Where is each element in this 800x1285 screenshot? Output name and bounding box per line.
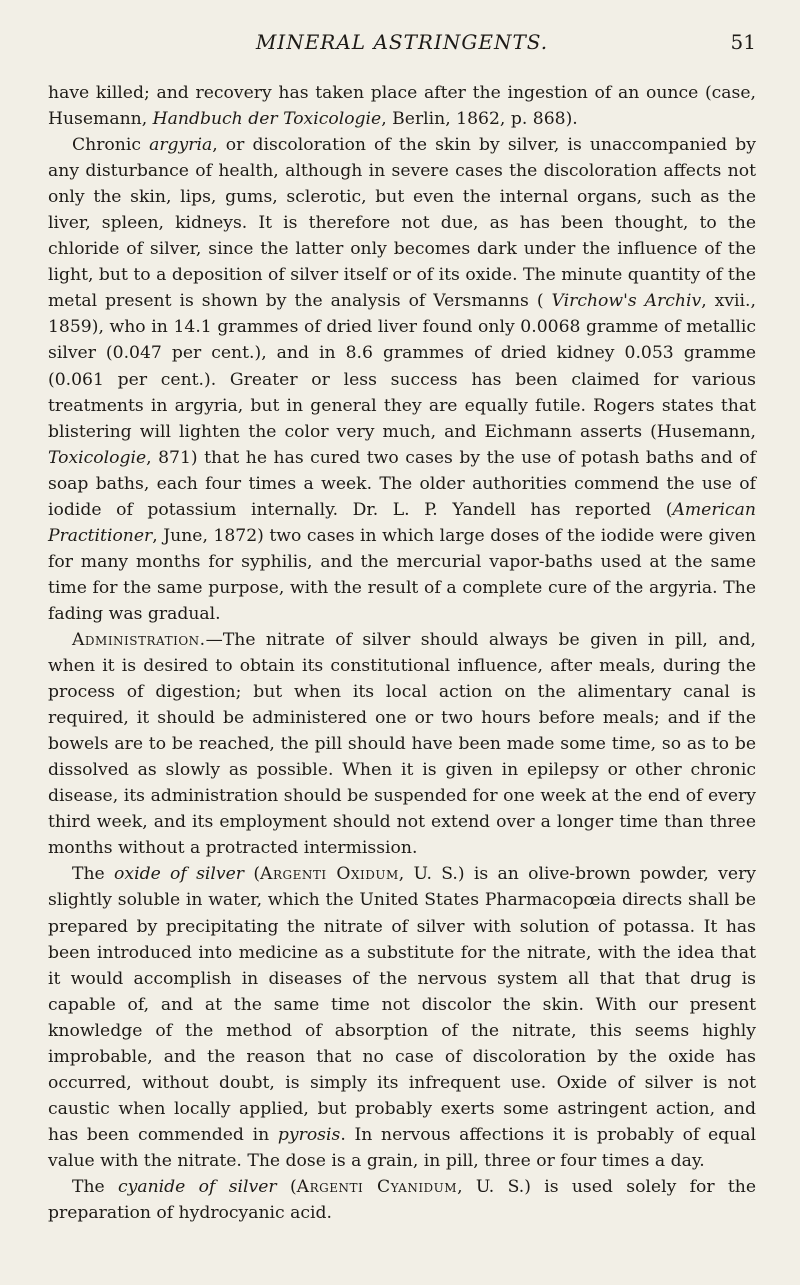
text-segment: —The nitrate of silver should always be given in pill, and, when it is desired to obtain its constitutional influence, after meals, during the process of digestion; but when its local action on the alimentary canal is required, it should be administered one or two hours before meals; and if the bowels are to be reached, the pill should have been made some time, so as to be dissolved as slowly as possible. When it is given in epilepsy or other chronic disease, its administration should be suspended for one week at the end of every third week, and its employment should not extend over a longer time than three months without a protracted intermission.	[48, 629, 756, 859]
text-segment: , Berlin, 1862, p. 868).	[381, 109, 578, 130]
paragraph-oxide-of-silver	[48, 861, 756, 1174]
page-number: 51	[730, 30, 756, 54]
body-text	[48, 80, 756, 1226]
paragraph-continuation	[48, 80, 756, 132]
text-segment: (	[276, 1176, 297, 1197]
italic-text: Handbuch der Toxicologie	[152, 109, 382, 130]
page-header	[48, 30, 756, 60]
text-segment: , xvii., 1859), who in 14.1 grammes of dried liver found only 0.0068 gramme of metallic silver (0.047 per cent.), and in 8.6 grammes of dried kidney 0.053 gramme (0.061 per cent.). Greater or less success has been claimed for various treatments in argyria, but in general they are equally futile. Rogers states that blistering will lighten the color very much, and Eichmann asserts (Husemann,	[48, 291, 756, 442]
italic-text: American Practitioner	[48, 499, 756, 546]
text-segment: have killed; and recovery has taken place after the ingestion of an ounce (case, Husemann,	[48, 83, 756, 130]
paragraph-cyanide-of-silver	[48, 1174, 756, 1226]
text-segment: (	[244, 864, 261, 885]
small-caps-text: Administration.	[72, 629, 206, 650]
text-segment: The	[72, 1176, 119, 1197]
text-segment: , or discoloration of the skin by silver, is unaccompanied by any disturbance of health, although in severe cases the discoloration affects not only the skin, lips, gums, sclerotic, but even the internal organs, such as the liver, spleen, kidneys. It is therefore not due, as has been thought, to the chloride of silver, since the latter only becomes dark under the influence of the light, but to a deposition of silver itself or of its oxide. The minute quantity of the metal present is shown by the analysis of Versmanns (	[48, 135, 756, 312]
text-segment: , U. S.) is used solely for the preparation of hydrocyanic acid.	[48, 1176, 757, 1224]
italic-text: cyanide of silver	[118, 1176, 277, 1197]
paragraph-argyria	[48, 132, 756, 627]
text-segment: The	[72, 864, 115, 885]
italic-text: pyrosis	[277, 1124, 341, 1145]
small-caps-text: Argenti Oxidum	[260, 864, 399, 885]
italic-text: oxide of silver	[114, 864, 244, 885]
running-title: MINERAL ASTRINGENTS.	[255, 30, 549, 54]
text-segment: , U. S.) is an olive-brown powder, very slightly soluble in water, which the United States Pharmacopœia directs shall be prepared by precipitating the nitrate of silver with solution of potassa. It has been introduced into medicine as a substitute for the nitrate, with the idea that it would accomplish in diseases of the nervous system all that that drug is capable of, and at the same time not discolor the skin. With our present knowledge of the method of absorption of the nitrate, this seems highly improbable, and the reason that no case of discoloration by the oxide has occurred, without doubt, is simply its infrequent use. Oxide of silver is not caustic when locally applied, but probably exerts some astringent action, and has been commended in	[48, 864, 756, 1145]
text-segment: . In nervous affections it is probably of equal value with the nitrate. The dose is a grain, in pill, three or four times a day.	[48, 1124, 756, 1171]
italic-text: Virchow's Archiv	[551, 291, 702, 312]
small-caps-text: Argenti Cyanidum	[296, 1176, 458, 1197]
italic-text: Toxicologie	[48, 447, 147, 468]
text-segment: , June, 1872) two cases in which large doses of the iodide were given for many months for syphilis, and the mercurial vapor-baths used at the same time for the same purpose, with the result of a complete cure of the argyria. The fading was gradual.	[48, 525, 756, 624]
paragraph-administration	[48, 627, 756, 861]
text-segment: Chronic	[72, 135, 150, 156]
italic-text: argyria	[149, 135, 213, 156]
text-segment: , 871) that he has cured two cases by the use of potash baths and of soap baths, each four times a week. The older authorities commend the use of iodide of potassium internally. Dr. L. P. Yandell has reported (	[48, 447, 756, 520]
